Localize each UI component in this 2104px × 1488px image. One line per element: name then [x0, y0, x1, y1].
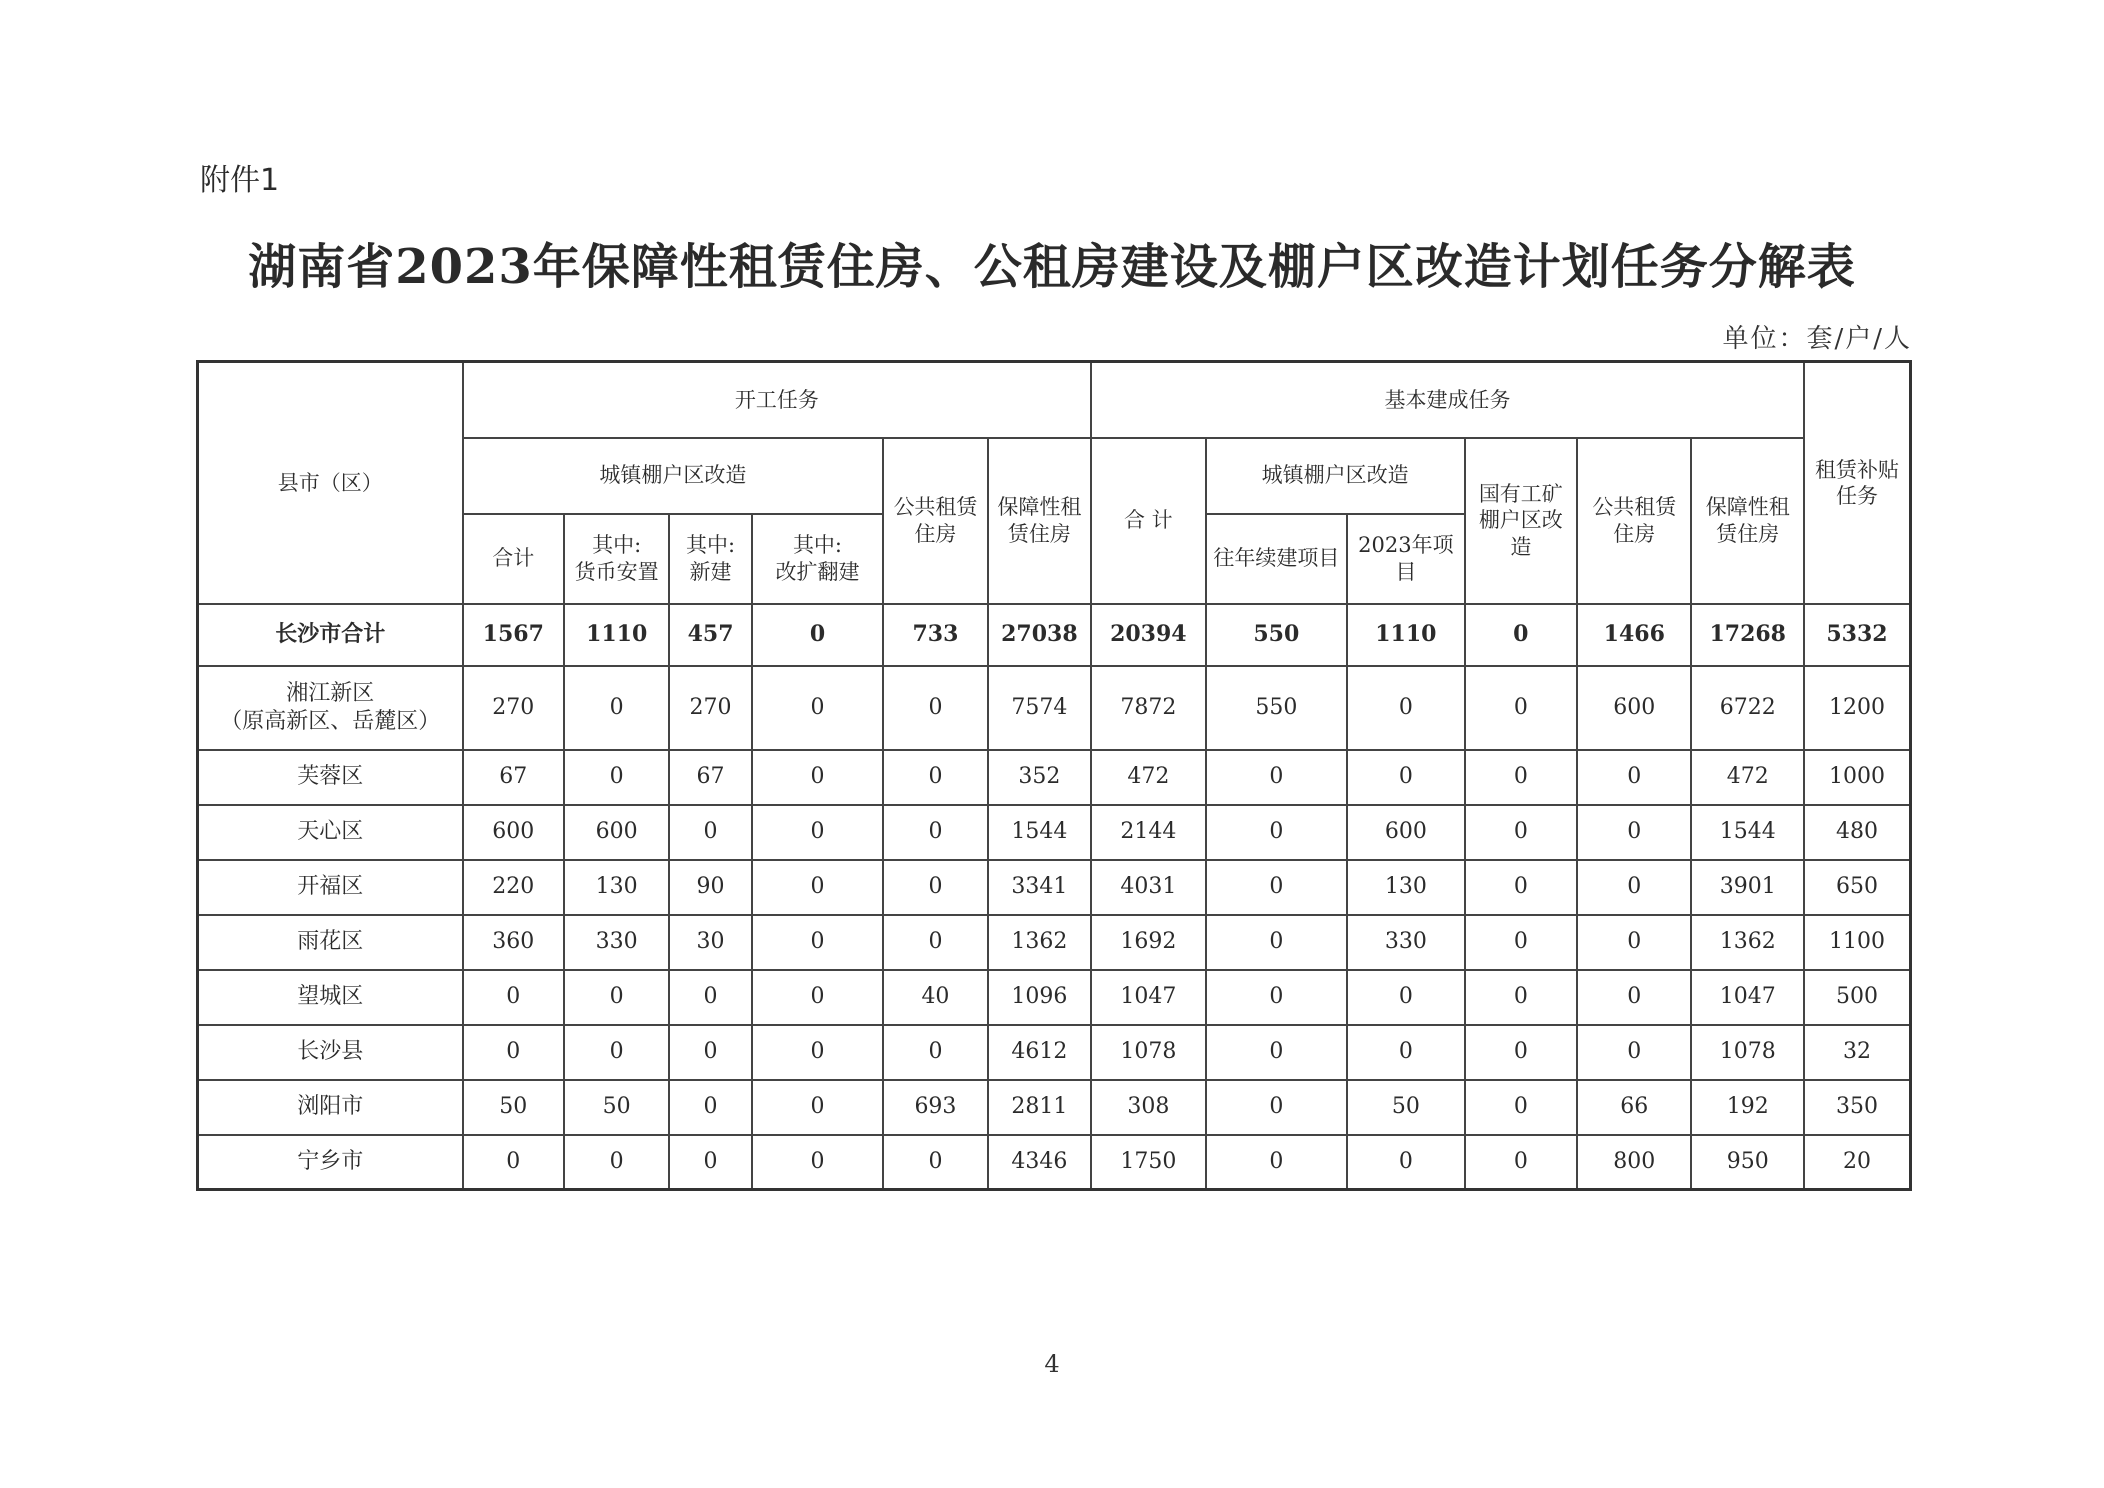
cell: 2811 [988, 1080, 1091, 1135]
cell: 0 [1206, 915, 1348, 970]
cell: 0 [1206, 1025, 1348, 1080]
cell: 0 [1465, 666, 1577, 750]
cell: 130 [564, 860, 669, 915]
cell: 3901 [1691, 860, 1804, 915]
header-comp-affordable-rental: 保障性租 赁住房 [1691, 438, 1804, 604]
header-rent-subsidy: 租赁补贴 任务 [1804, 362, 1911, 604]
cell: 0 [752, 604, 884, 666]
cell: 472 [1691, 750, 1804, 805]
header-start-shantytown: 城镇棚户区改造 [463, 438, 884, 514]
cell: 0 [1465, 1025, 1577, 1080]
cell: 0 [1347, 750, 1464, 805]
cell: 0 [1206, 1080, 1348, 1135]
cell: 1047 [1691, 970, 1804, 1025]
table-row-total [198, 604, 1911, 666]
cell: 0 [1206, 860, 1348, 915]
task-breakdown-table [196, 360, 1912, 1191]
cell: 733 [883, 604, 987, 666]
row-name: 长沙市合计 [198, 604, 463, 666]
cell: 7574 [988, 666, 1091, 750]
cell: 90 [669, 860, 751, 915]
cell: 1466 [1577, 604, 1691, 666]
cell: 50 [1347, 1080, 1464, 1135]
cell: 270 [669, 666, 751, 750]
cell: 0 [1577, 805, 1691, 860]
header-comp-total: 合 计 [1091, 438, 1205, 604]
cell: 50 [463, 1080, 564, 1135]
cell: 0 [669, 970, 751, 1025]
header-start-renovation: 其中: 改扩翻建 [752, 514, 884, 604]
cell: 0 [752, 805, 884, 860]
cell: 1362 [988, 915, 1091, 970]
cell: 0 [1347, 666, 1464, 750]
header-comp-public-rental: 公共租赁 住房 [1577, 438, 1691, 604]
cell: 2144 [1091, 805, 1205, 860]
table-row [198, 860, 1911, 915]
row-name: 宁乡市 [198, 1135, 463, 1190]
cell: 0 [752, 915, 884, 970]
cell: 480 [1804, 805, 1911, 860]
cell: 0 [564, 666, 669, 750]
cell: 330 [1347, 915, 1464, 970]
cell: 0 [1465, 750, 1577, 805]
cell: 1544 [988, 805, 1091, 860]
header-start-total: 合计 [463, 514, 564, 604]
cell: 600 [1577, 666, 1691, 750]
cell: 1692 [1091, 915, 1205, 970]
cell: 0 [883, 805, 987, 860]
cell: 0 [1206, 1135, 1348, 1190]
cell: 1200 [1804, 666, 1911, 750]
cell: 0 [463, 970, 564, 1025]
cell: 0 [564, 1025, 669, 1080]
cell: 1544 [1691, 805, 1804, 860]
cell: 650 [1804, 860, 1911, 915]
cell: 0 [669, 1025, 751, 1080]
cell: 0 [1465, 1080, 1577, 1135]
cell: 4612 [988, 1025, 1091, 1080]
cell: 0 [883, 1025, 987, 1080]
cell: 0 [752, 1080, 884, 1135]
cell: 0 [1347, 970, 1464, 1025]
cell: 0 [752, 970, 884, 1025]
cell: 20394 [1091, 604, 1205, 666]
cell: 0 [752, 860, 884, 915]
cell: 1000 [1804, 750, 1911, 805]
header-comp-2023: 2023年项 目 [1347, 514, 1464, 604]
table-row [198, 1080, 1911, 1135]
cell: 0 [1465, 604, 1577, 666]
cell: 1750 [1091, 1135, 1205, 1190]
row-name: 天心区 [198, 805, 463, 860]
table-row [198, 1025, 1911, 1080]
header-comp-industrial: 国有工矿 棚户区改 造 [1465, 438, 1577, 604]
cell: 270 [463, 666, 564, 750]
row-name: 望城区 [198, 970, 463, 1025]
header-start-new-build: 其中: 新建 [669, 514, 751, 604]
cell: 0 [1206, 805, 1348, 860]
row-name: 开福区 [198, 860, 463, 915]
cell: 1047 [1091, 970, 1205, 1025]
cell: 0 [564, 750, 669, 805]
cell: 1078 [1691, 1025, 1804, 1080]
cell: 0 [752, 666, 884, 750]
row-name: 浏阳市 [198, 1080, 463, 1135]
cell: 30 [669, 915, 751, 970]
table-row [198, 750, 1911, 805]
cell: 0 [669, 805, 751, 860]
cell: 1110 [1347, 604, 1464, 666]
cell: 32 [1804, 1025, 1911, 1080]
row-name: 芙蓉区 [198, 750, 463, 805]
cell: 17268 [1691, 604, 1804, 666]
cell: 0 [883, 915, 987, 970]
cell: 50 [564, 1080, 669, 1135]
attachment-label: 附件1 [200, 163, 280, 198]
cell: 800 [1577, 1135, 1691, 1190]
cell: 67 [669, 750, 751, 805]
cell: 350 [1804, 1080, 1911, 1135]
cell: 500 [1804, 970, 1911, 1025]
cell: 0 [1347, 1025, 1464, 1080]
cell: 0 [1465, 1135, 1577, 1190]
cell: 0 [752, 1135, 884, 1190]
cell: 0 [1206, 970, 1348, 1025]
cell: 0 [752, 750, 884, 805]
cell: 0 [564, 970, 669, 1025]
cell: 352 [988, 750, 1091, 805]
page-number: 4 [1044, 1350, 1060, 1378]
cell: 220 [463, 860, 564, 915]
header-comp-prior-years: 往年续建项目 [1206, 514, 1348, 604]
cell: 1110 [564, 604, 669, 666]
table-row [198, 805, 1911, 860]
cell: 0 [564, 1135, 669, 1190]
cell: 1362 [1691, 915, 1804, 970]
cell: 0 [1206, 750, 1348, 805]
cell: 0 [669, 1135, 751, 1190]
cell: 0 [1465, 860, 1577, 915]
cell: 0 [1577, 915, 1691, 970]
cell: 0 [1577, 1025, 1691, 1080]
cell: 0 [1577, 750, 1691, 805]
table-row [198, 666, 1911, 750]
cell: 0 [883, 860, 987, 915]
cell: 693 [883, 1080, 987, 1135]
table-row [198, 970, 1911, 1025]
header-start-public-rental: 公共租赁 住房 [883, 438, 987, 604]
cell: 600 [463, 805, 564, 860]
cell: 600 [1347, 805, 1464, 860]
cell: 0 [752, 1025, 884, 1080]
row-name: 长沙县 [198, 1025, 463, 1080]
cell: 0 [1465, 915, 1577, 970]
cell: 66 [1577, 1080, 1691, 1135]
unit-label: 单位：套/户/人 [1722, 324, 1912, 354]
cell: 67 [463, 750, 564, 805]
cell: 7872 [1091, 666, 1205, 750]
header-comp-shantytown: 城镇棚户区改造 [1206, 438, 1465, 514]
cell: 308 [1091, 1080, 1205, 1135]
header-start-monetary: 其中: 货币安置 [564, 514, 669, 604]
cell: 0 [1465, 970, 1577, 1025]
cell: 4031 [1091, 860, 1205, 915]
cell: 0 [1347, 1135, 1464, 1190]
cell: 0 [883, 1135, 987, 1190]
cell: 550 [1206, 666, 1348, 750]
cell: 950 [1691, 1135, 1804, 1190]
cell: 550 [1206, 604, 1348, 666]
cell: 1100 [1804, 915, 1911, 970]
cell: 1567 [463, 604, 564, 666]
table-row [198, 1135, 1911, 1190]
cell: 3341 [988, 860, 1091, 915]
header-county: 县市（区） [198, 362, 463, 604]
cell: 4346 [988, 1135, 1091, 1190]
cell: 0 [883, 666, 987, 750]
header-start-tasks: 开工任务 [463, 362, 1092, 438]
header-completion-tasks: 基本建成任务 [1091, 362, 1804, 438]
cell: 1078 [1091, 1025, 1205, 1080]
cell: 0 [883, 750, 987, 805]
cell: 0 [1577, 860, 1691, 915]
cell: 0 [463, 1025, 564, 1080]
cell: 20 [1804, 1135, 1911, 1190]
cell: 0 [1577, 970, 1691, 1025]
cell: 472 [1091, 750, 1205, 805]
cell: 6722 [1691, 666, 1804, 750]
cell: 330 [564, 915, 669, 970]
row-name: 雨花区 [198, 915, 463, 970]
cell: 360 [463, 915, 564, 970]
cell: 457 [669, 604, 751, 666]
cell: 40 [883, 970, 987, 1025]
table-row [198, 915, 1911, 970]
cell: 130 [1347, 860, 1464, 915]
cell: 192 [1691, 1080, 1804, 1135]
cell: 600 [564, 805, 669, 860]
header-start-affordable-rental: 保障性租 赁住房 [988, 438, 1091, 604]
cell: 1096 [988, 970, 1091, 1025]
cell: 5332 [1804, 604, 1911, 666]
cell: 0 [463, 1135, 564, 1190]
document-title: 湖南省2023年保障性租赁住房、公租房建设及棚户区改造计划任务分解表 [248, 239, 1856, 295]
cell: 0 [669, 1080, 751, 1135]
row-name: 湘江新区 （原高新区、岳麓区） [198, 666, 463, 750]
cell: 0 [1465, 805, 1577, 860]
cell: 27038 [988, 604, 1091, 666]
